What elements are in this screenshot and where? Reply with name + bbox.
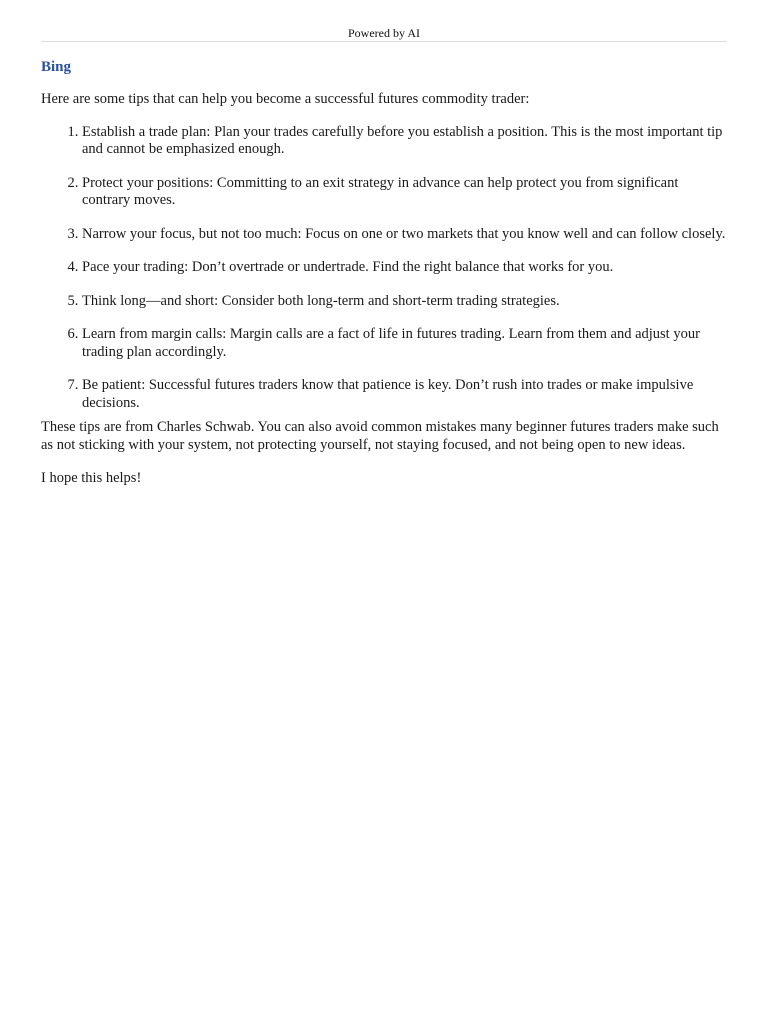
list-item: 7. Be patient: Successful futures traders know that patience is key. Don’t rush into trades or make impulsive decisions. bbox=[82, 377, 727, 412]
outro-paragraph: These tips are from Charles Schwab. You can also avoid common mistakes many beginner futures traders make such as not sticking with your system, not protecting yourself, not staying focused, and not being open to new ideas. bbox=[41, 419, 719, 453]
list-item: 5. Think long—and short: Consider both long-term and short-term trading strategies. bbox=[82, 293, 727, 311]
tips-list bbox=[41, 124, 727, 413]
list-item: 1. Establish a trade plan: Plan your trades carefully before you establish a position. This is the most important tip and cannot be emphasized enough. bbox=[82, 124, 727, 159]
page-header bbox=[41, 0, 727, 42]
document-page bbox=[41, 0, 727, 502]
intro-paragraph: Here are some tips that can help you become a successful futures commodity trader: bbox=[41, 91, 530, 107]
list-item: 2. Protect your positions: Committing to an exit strategy in advance can help protect you from significant contrary moves. bbox=[82, 175, 727, 210]
list-item: 4. Pace your trading: Don’t overtrade or undertrade. Find the right balance that works for you. bbox=[82, 259, 727, 277]
list-item: 6. Learn from margin calls: Margin calls are a fact of life in futures trading. Learn from them and adjust your trading plan accordingly. bbox=[82, 326, 727, 361]
source-title: Bing bbox=[41, 59, 72, 75]
closing-paragraph: I hope this helps! bbox=[41, 470, 142, 486]
list-item: 3. Narrow your focus, but not too much: Focus on one or two markets that you know well and can follow closely. bbox=[82, 226, 727, 244]
powered-by-label: Powered by AI bbox=[348, 26, 420, 40]
